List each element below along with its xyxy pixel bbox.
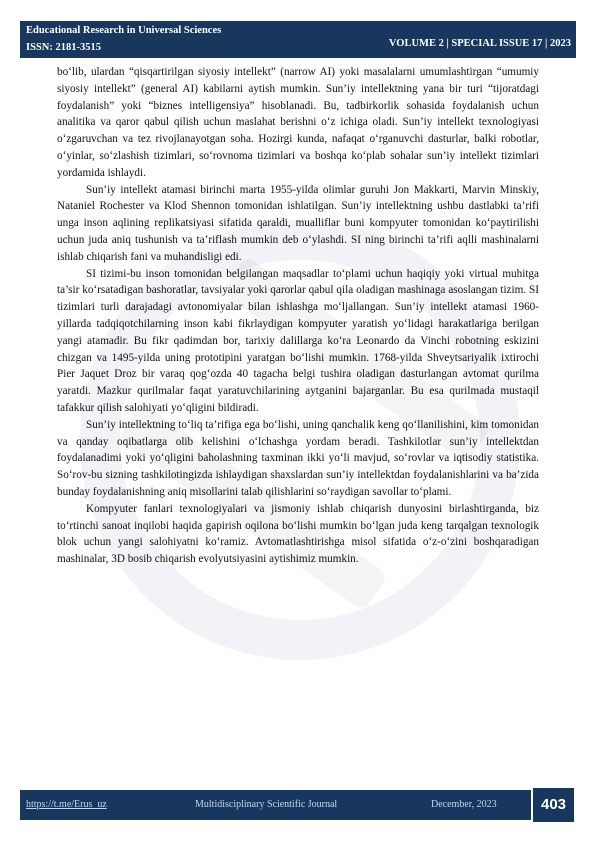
body-paragraph: Sun’iy intellektning to‘liq ta’rifiga ega bo‘lishi, uning qanchalik keng qo‘llanilishini, kim tomonidan va qanday oqibatlarga olib kelishini o‘lchashga yordam beradi. Tashkilotlar sun’iy intellektdan foydalanadimi yoki yo‘qligini baholashning taxminan ikki yo‘li mavjud, so‘rovlar va iqtisodiy statistika. So‘rov-bu sizning tashkilotingizda ishlaydigan shaxslardan sun’iy intellektdan foydalanishlarini va ba’zida bunday foydalanishning aniq misollarini talab qilishlarini so‘raydigan savollar to‘plami. [57, 418, 539, 498]
page-number-badge: 403 [531, 786, 576, 824]
issn-label: ISSN: 2181-3515 [26, 42, 101, 53]
journal-title: Educational Research in Universal Sciences [26, 25, 222, 36]
journal-name-label: Multidisciplinary Scientific Journal [195, 799, 338, 810]
issue-date-label: December, 2023 [431, 799, 497, 810]
body-paragraph: Sun’iy intellekt atamasi birinchi marta 1955-yilda olimlar guruhi Jon Makkarti, Marvin Minskiy, Nataniel Rochester va Klod Shennon tomonidan ishlatilgan. Sun’iy intellektning ushbu dastlabki ta’rifi unga inson aqlining replikatsiyasi sifatida qaraldi, mualliflar buni kompyuter tomonidan ko‘paytirilishi uchun juda aniq tushunish va ta’riflash mumkin deb o‘ylashdi. SI ning birinchi ta’rifi aqlli mashinalarni ishlab chiqarish fani va muhandisligi edi. [57, 183, 539, 263]
journal-footer-bar [20, 790, 545, 820]
telegram-link[interactable]: https://t.me/Erus_uz [26, 799, 107, 810]
volume-issue-label: VOLUME 2 | SPECIAL ISSUE 17 | 2023 [388, 38, 571, 49]
body-paragraph: SI tizimi-bu inson tomonidan belgilangan maqsadlar to‘plami uchun haqiqiy yoki virtual muhitga ta’sir ko‘rsatadigan bashoratlar, tavsiyalar yoki qarorlar qabul qila oladigan mashinaga asoslangan tizim. SI tizimlari turli darajadagi avtonomiyalar bilan ishlashga mo‘ljallangan. Sun’iy intellekt atamasi 1960-yillarda tadqiqotchilarning inson kabi fikrlaydigan kompyuter yaratish yo‘lidagi harakatlariga berilgan yangi atamadir. Bu fikr qadimdan bor, tarixiy dalillarga ko‘ra Leonardo da Vinchi robotning eskizini chizgan va 1495-yilda uning prototipini yaratgan bo‘lishi mumkin. 1768-yilda Shveytsariyalik ixtirochi Pier Jaquet Droz bir varaq qog‘ozda 40 tagacha belgi tushira oladigan dasturlangan avtomat qurilma yaratdi. Mazkur qurilmalar faqat yaratuvchilarining aytganini bajarganlar. Bu esa qurilmada mustaqil tafakkur qilish salohiyati yo‘qligini bildiradi. [57, 267, 539, 414]
body-paragraph: bo‘lib, ulardan “qisqartirilgan siyosiy intellekt” (narrow AI) yoki masalalarni umumlashtirgan “umumiy siyosiy intellekt” (general AI) kabilarni aytish mumkin. Sun’iy intellektning yana bir turi “tijoratdagi foydalanish” yoki “biznes intelligensiya” hisoblanadi. Bu, tadbirkorlik sohasida foydalanish uchun analitika va qaror qabul qilish uchun maslahat berishni o‘z ichiga oladi. Sun’iy intellekt texnologiyasi o‘zgaruvchan va tez rivojlanayotgan soha. Hozirgi kunda, nafaqat o‘rganuvchi dasturlar, balki robotlar, o‘yinlar, so‘zlashish tizimlari, so‘rovnoma tizimlari va boshqa ko‘plab sohalar sun’iy intellekt tizimlari yordamida ishlaydi. [57, 66, 539, 179]
journal-header-bar [20, 21, 576, 58]
body-paragraph: Kompyuter fanlari texnologiyalari va jismoniy ishlab chiqarish dunyosini birlashtirganda, biz to‘rtinchi sanoat inqilobi haqida gapirish oqilona bo‘lishi mumkin bo‘lgan juda keng tarqalgan texnologik blok uchun yangi salohiyatni ko‘ramiz. Avtomatlashtirishga misol sifatida o‘z-o‘zini boshqaradigan mashinalar, 3D bosib chiqarish evolyutsiyasini aytishimiz mumkin. [57, 502, 539, 566]
article-body [57, 64, 539, 568]
